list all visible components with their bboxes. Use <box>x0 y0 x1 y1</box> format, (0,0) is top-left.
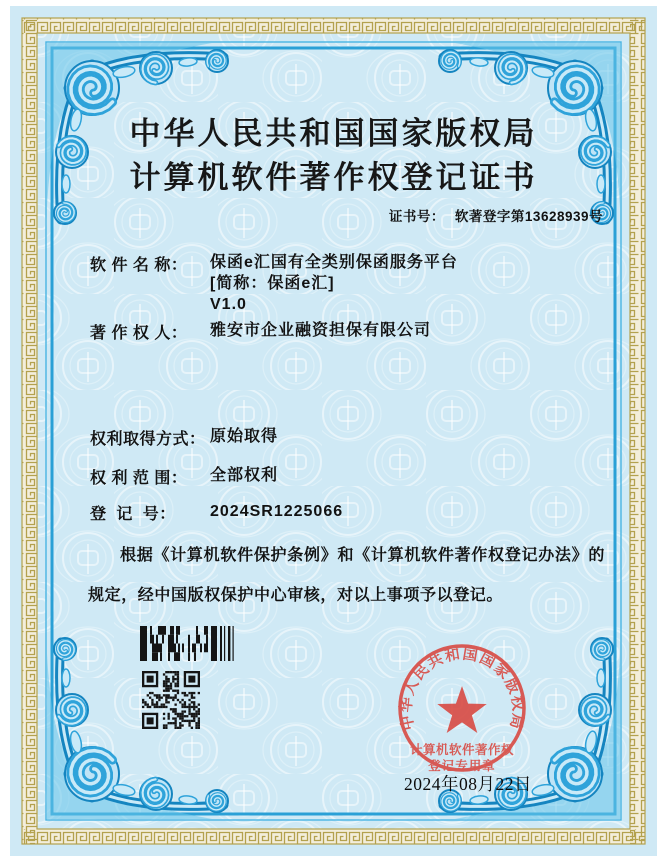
barcode-image <box>140 626 238 661</box>
registration-statement: 根据《计算机软件保护条例》和《计算机软件著作权登记办法》的规定，经中国版权保护中心审核，对以上事项予以登记。 <box>88 547 605 604</box>
seal-ring-text: 中华人民共和国国家版权局 <box>397 645 527 732</box>
field-label: 权利取得方式： <box>90 431 206 448</box>
field-copyright-owner <box>90 320 431 343</box>
field-label: 软 件 名 称： <box>90 257 188 274</box>
field-rights-scope <box>90 465 278 488</box>
seal-line1: 计算机软件著作权 <box>409 743 515 757</box>
star-icon <box>437 686 486 733</box>
field-value <box>210 252 458 315</box>
software-name-line2: [简称：保函e汇] <box>210 275 335 292</box>
field-label: 著 作 权 人： <box>90 325 188 342</box>
document-title: 计算机软件著作权登记证书 <box>129 160 538 195</box>
field-registration-number <box>90 501 343 524</box>
certificate-number-value: 软著登字第13628939号 <box>454 209 603 224</box>
qr-code-image <box>142 671 200 729</box>
field-label: 登 记 号： <box>90 506 176 523</box>
copyright-owner-value: 雅安市企业融资担保有限公司 <box>210 322 432 339</box>
software-version: V1.0 <box>210 296 247 313</box>
field-acquisition-method <box>90 426 278 449</box>
registration-number-value: 2024SR1225066 <box>210 503 344 520</box>
field-value <box>210 501 343 522</box>
rights-scope-value: 全部权利 <box>210 467 279 484</box>
seal-line2: 登记专用章 <box>428 759 496 773</box>
official-seal <box>382 628 542 788</box>
software-name-line1: 保函e汇国有全类别保函服务平台 <box>210 254 458 271</box>
field-value <box>210 320 431 341</box>
certificate-content <box>10 6 657 856</box>
field-value <box>210 465 278 486</box>
certificate-number <box>389 205 603 225</box>
acquisition-method-value: 原始取得 <box>210 428 279 445</box>
certificate-number-label: 证书号： <box>388 209 445 224</box>
issuer-title: 中华人民共和国国家版权局 <box>129 116 538 151</box>
issue-date: 2024年08月22日 <box>404 774 532 794</box>
certificate-body <box>10 6 657 856</box>
field-value <box>210 426 278 447</box>
field-software-name <box>90 252 458 315</box>
field-label: 权 利 范 围： <box>90 470 188 487</box>
